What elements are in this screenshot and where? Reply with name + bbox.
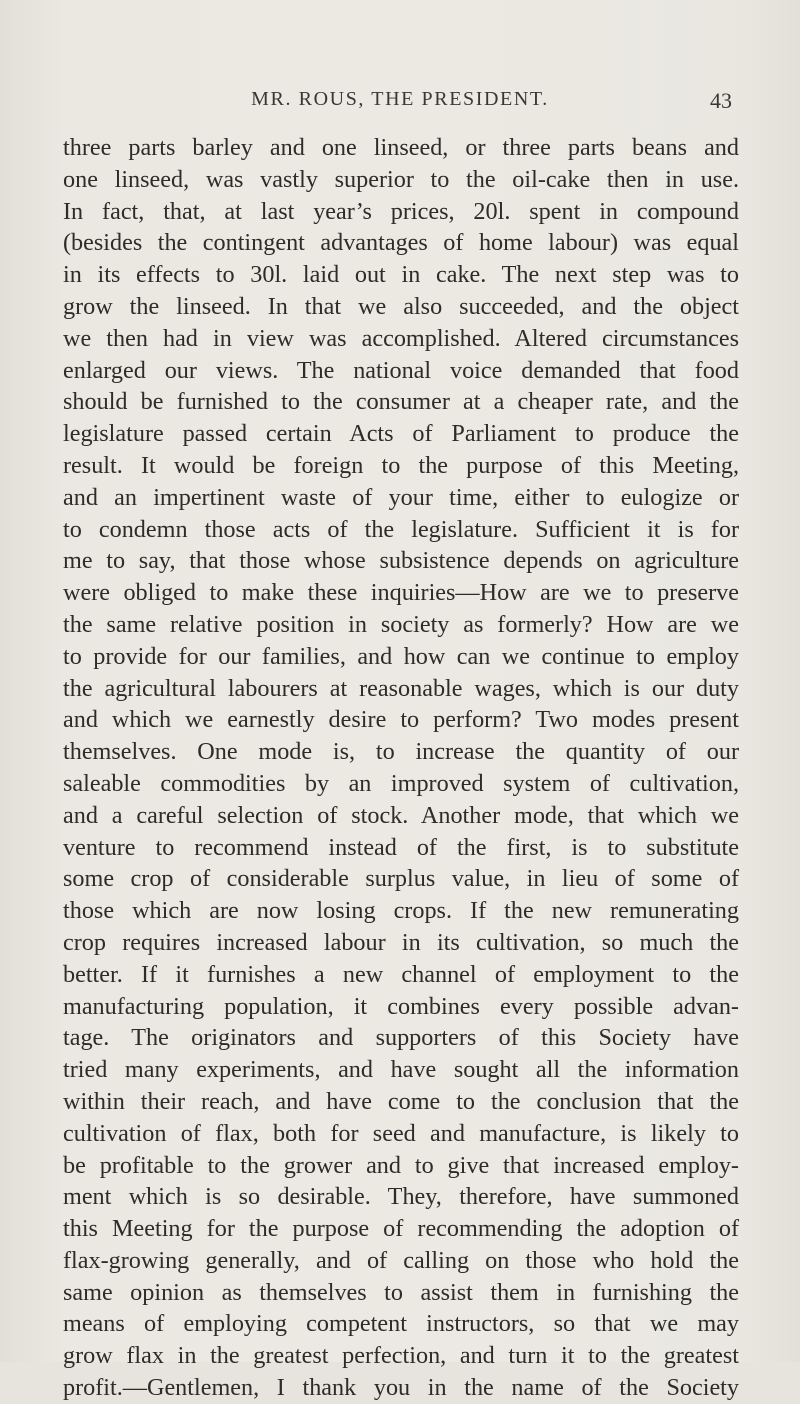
text-line: one linseed, was vastly superior to the oil-cake then in use. bbox=[63, 165, 739, 193]
text-line: In fact, that, at last year’s prices, 20l. spent in compound bbox=[63, 197, 739, 225]
text-line: manufacturing population, it combines every possible advan- bbox=[63, 992, 739, 1020]
text-line: and which we earnestly desire to perform? Two modes present bbox=[63, 706, 739, 734]
text-line: venture to recommend instead of the first, is to substitute bbox=[63, 833, 739, 861]
text-line: grow flax in the greatest perfection, and turn it to the greatest bbox=[63, 1342, 739, 1370]
text-line: flax-growing generally, and of calling on those who hold the bbox=[63, 1246, 739, 1274]
text-line: we then had in view was accomplished. Altered circumstances bbox=[63, 324, 739, 352]
text-line: me to say, that those whose subsistence depends on agriculture bbox=[63, 547, 739, 575]
text-line: be profitable to the grower and to give that increased employ- bbox=[63, 1151, 739, 1179]
text-line: better. If it furnishes a new channel of employment to the bbox=[63, 960, 739, 988]
running-title: MR. ROUS, THE PRESIDENT. bbox=[251, 88, 549, 110]
text-line: should be furnished to the consumer at a cheaper rate, and the bbox=[63, 388, 739, 416]
text-line: (besides the contingent advantages of home labour) was equal bbox=[63, 229, 739, 257]
text-line: same opinion as themselves to assist them in furnishing the bbox=[63, 1278, 739, 1306]
text-line: grow the linseed. In that we also succeeded, and the object bbox=[63, 292, 739, 320]
text-line: means of employing competent instructors, so that we may bbox=[63, 1310, 739, 1338]
text-line: legislature passed certain Acts of Parliament to produce the bbox=[63, 420, 739, 448]
text-line: some crop of considerable surplus value, in lieu of some of bbox=[63, 865, 739, 893]
page-number: 43 bbox=[710, 88, 732, 113]
text-line: were obliged to make these inquiries—How are we to preserve bbox=[63, 579, 739, 607]
text-line: three parts barley and one linseed, or three parts beans and bbox=[63, 134, 739, 161]
text-line: within their reach, and have come to the conclusion that the bbox=[63, 1087, 739, 1115]
running-head bbox=[0, 80, 800, 120]
text-line: those which are now losing crops. If the new remunerating bbox=[63, 897, 739, 925]
text-line: tried many experiments, and have sought all the information bbox=[63, 1056, 739, 1084]
text-line: this Meeting for the purpose of recommending the adoption of bbox=[63, 1215, 739, 1243]
text-line: ment which is so desirable. They, therefore, have summoned bbox=[63, 1183, 739, 1211]
text-line: result. It would be foreign to the purpose of this Meeting, bbox=[63, 451, 739, 479]
text-line: and an impertinent waste of your time, either to eulogize or bbox=[63, 483, 739, 511]
text-line: in its effects to 30l. laid out in cake. The next step was to bbox=[63, 261, 739, 289]
text-line: and a careful selection of stock. Another mode, that which we bbox=[63, 801, 739, 829]
text-line: to provide for our families, and how can we continue to employ bbox=[63, 642, 739, 670]
body-text bbox=[63, 132, 739, 1404]
text-line: crop requires increased labour in its cultivation, so much the bbox=[63, 928, 739, 956]
text-line: to condemn those acts of the legislature. Sufficient it is for bbox=[63, 515, 739, 543]
text-line: profit.—Gentlemen, I thank you in the name of the Society bbox=[63, 1374, 739, 1402]
text-line: cultivation of flax, both for seed and manufacture, is likely to bbox=[63, 1119, 739, 1147]
text-line: tage. The originators and supporters of this Society have bbox=[63, 1024, 739, 1052]
text-line: the same relative position in society as formerly? How are we bbox=[63, 610, 739, 638]
text-line: saleable commodities by an improved system of cultivation, bbox=[63, 769, 739, 797]
text-line: themselves. One mode is, to increase the quantity of our bbox=[63, 738, 739, 766]
text-line: the agricultural labourers at reasonable wages, which is our duty bbox=[63, 674, 739, 702]
text-line: enlarged our views. The national voice demanded that food bbox=[63, 356, 739, 384]
